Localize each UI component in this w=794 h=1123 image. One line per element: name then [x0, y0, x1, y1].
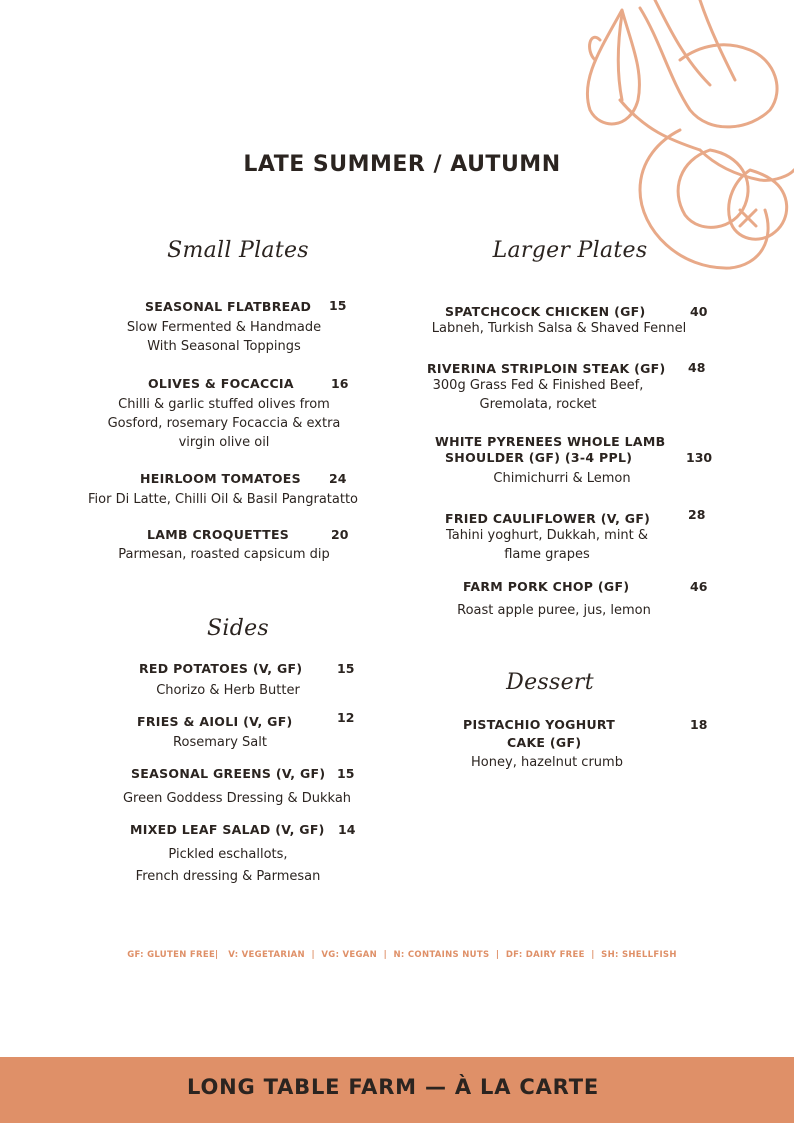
menu-item-price: 28	[688, 507, 706, 522]
menu-item-description: Slow Fermented & Handmade With Seasonal Toppings	[126, 320, 322, 354]
menu-item-price: 15	[337, 766, 355, 781]
menu-title: LATE SUMMER / AUTUMN	[243, 152, 561, 177]
menu-item-price: 15	[337, 661, 355, 676]
menu-item-price: 12	[337, 710, 355, 725]
menu-item-name: OLIVES & FOCACCIA	[148, 376, 294, 391]
menu-item-description: Tahini yoghurt, Dukkah, mint & flame grapes	[445, 528, 649, 562]
menu-item-description: Rosemary Salt	[173, 735, 267, 750]
menu-item-name: FRIES & AIOLI (V, GF)	[137, 714, 293, 729]
menu-item-price: 20	[331, 527, 349, 542]
menu-item-name: LAMB CROQUETTES	[147, 527, 290, 542]
menu-item-description: Fior Di Latte, Chilli Oil & Basil Pangratatto	[88, 492, 358, 507]
menu-item-description: Chilli & garlic stuffed olives from Gosford, rosemary Focaccia & extra virgin olive oil	[107, 397, 341, 450]
menu-item-description: Honey, hazelnut crumb	[471, 755, 623, 770]
menu-item-price: 15	[329, 298, 347, 313]
menu-item-name: RED POTATOES (V, GF)	[139, 661, 303, 676]
menu-item-name: FRIED CAULIFLOWER (V, GF)	[445, 511, 651, 526]
menu-item-price: 18	[690, 717, 708, 732]
menu-item-description: Labneh, Turkish Salsa & Shaved Fennel	[431, 321, 687, 336]
footer-title: LONG TABLE FARM — À LA CARTE	[187, 1075, 599, 1099]
menu-item-name: FARM PORK CHOP (GF)	[463, 579, 630, 594]
menu-item-description: Parmesan, roasted capsicum dip	[118, 547, 330, 562]
menu-item-name: SHOULDER (GF) (3-4 PPL)	[445, 450, 633, 465]
menu-item-name: SEASONAL GREENS (V, GF)	[131, 766, 326, 781]
menu-item-price: 14	[338, 822, 356, 837]
dietary-key: GF: GLUTEN FREE| V: VEGETARIAN | VG: VEGAN | N: CONTAINS NUTS | DF: DAIRY FREE | SH: SHELLFISH	[127, 950, 677, 960]
menu-item-description: Chorizo & Herb Butter	[156, 683, 300, 698]
sides-heading: Sides	[207, 616, 269, 641]
menu-item-name: PISTACHIO YOGHURT	[463, 717, 616, 732]
menu-item-description: Pickled eschallots, French dressing & Parmesan	[135, 847, 321, 884]
larger-plates-heading: Larger Plates	[492, 238, 648, 263]
menu-item-price: 24	[329, 471, 347, 486]
menu-item-price: 16	[331, 376, 349, 391]
menu-item-name: CAKE (GF)	[507, 735, 582, 750]
menu-item-name: RIVERINA STRIPLOIN STEAK (GF)	[427, 361, 666, 376]
menu-item-description: Green Goddess Dressing & Dukkah	[122, 791, 352, 806]
menu-item-description: 300g Grass Fed & Finished Beef, Gremolata, rocket	[432, 378, 644, 412]
menu-item-price: 46	[690, 579, 708, 594]
menu-item-name: MIXED LEAF SALAD (V, GF)	[130, 822, 325, 837]
menu-item-name: SEASONAL FLATBREAD	[145, 299, 312, 314]
menu-item-name: SPATCHCOCK CHICKEN (GF)	[445, 304, 646, 319]
menu-item-description: Chimichurri & Lemon	[493, 471, 631, 486]
menu-item-name: WHITE PYRENEES WHOLE LAMB	[435, 434, 666, 449]
small-plates-heading: Small Plates	[167, 238, 309, 263]
menu-item-price: 40	[690, 304, 708, 319]
menu-item-name: HEIRLOOM TOMATOES	[140, 471, 301, 486]
footer-bar	[0, 1057, 794, 1123]
dessert-heading: Dessert	[506, 670, 594, 695]
menu-item-description: Roast apple puree, jus, lemon	[457, 603, 651, 618]
menu-item-price: 48	[688, 360, 706, 375]
menu-item-price: 130	[686, 450, 713, 465]
